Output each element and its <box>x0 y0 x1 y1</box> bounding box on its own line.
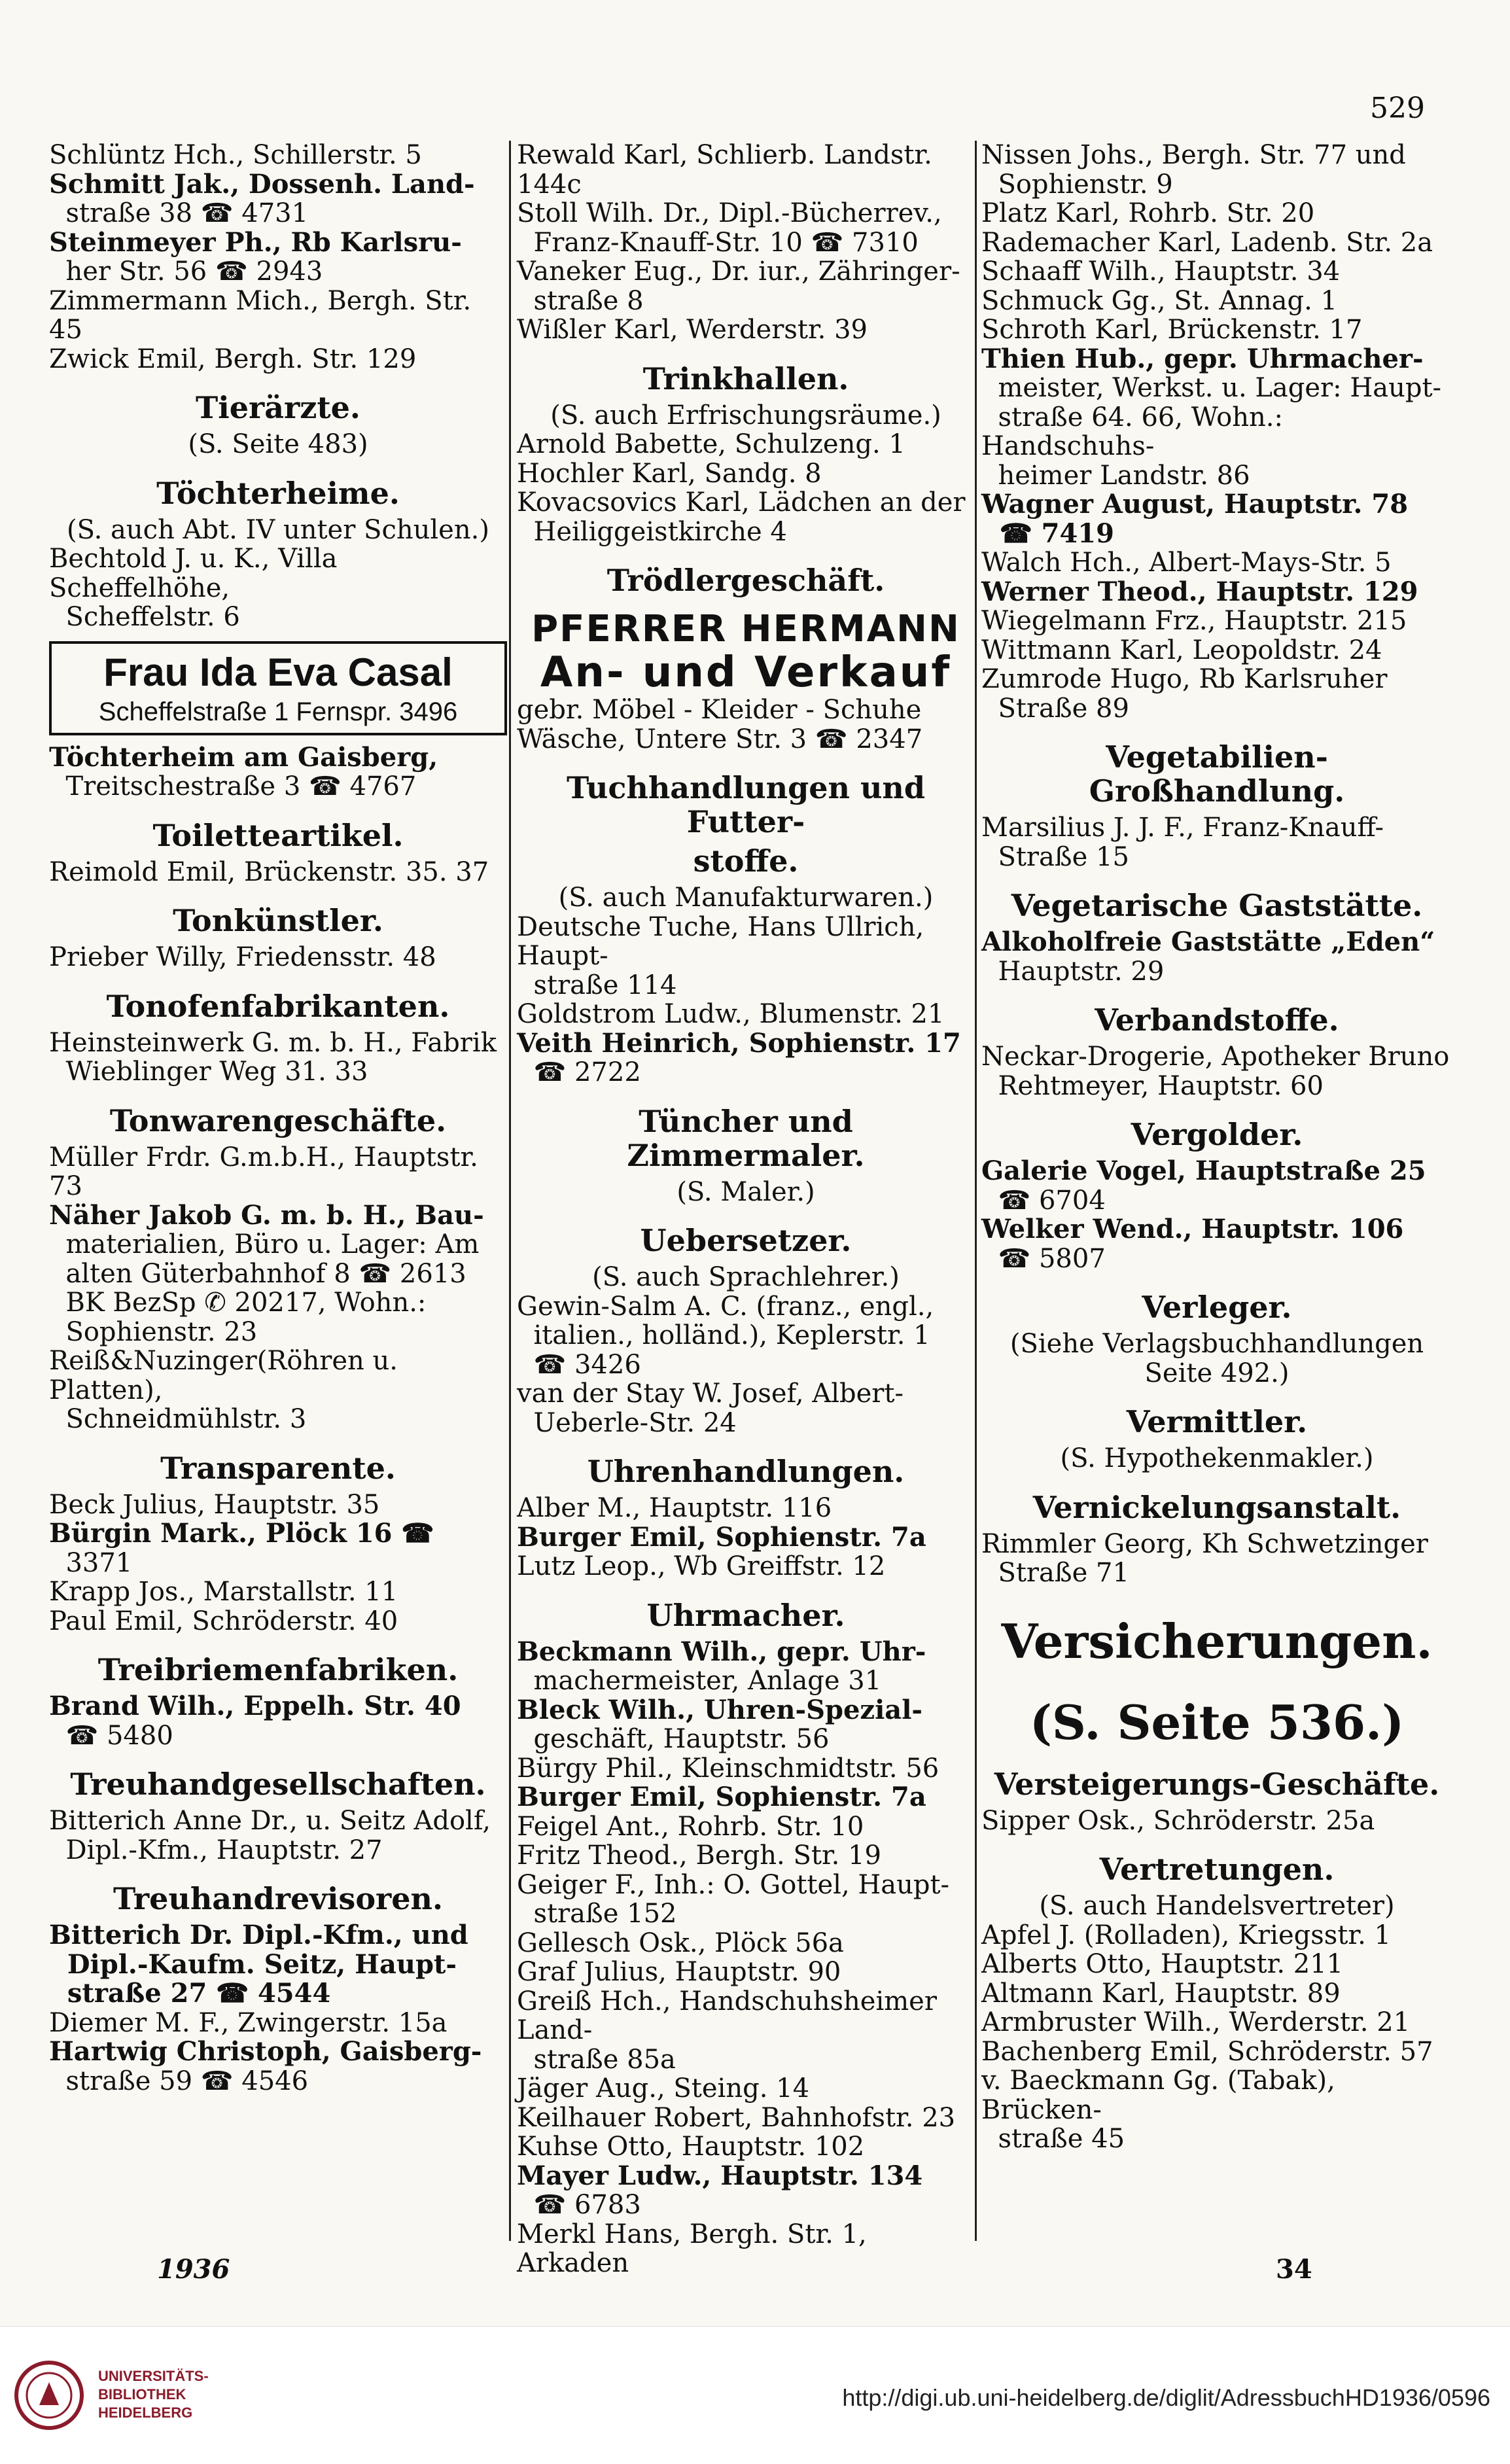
directory-entry: Alber M., Hauptstr. 116 <box>517 1493 832 1523</box>
directory-entry: Galerie Vogel, Hauptstraße 25 <box>981 1155 1426 1186</box>
directory-entry: Töchterheim am Gaisberg, <box>49 741 438 773</box>
cross-reference: Seite 492.) <box>1144 1358 1290 1388</box>
directory-entry: Zumrode Hugo, Rb Karlsruher <box>981 664 1388 694</box>
directory-entry: ☎ 5807 <box>981 1243 1106 1274</box>
cross-reference: (S. auch Sprachlehrer.) <box>592 1262 900 1292</box>
section-heading: Versicherungen. <box>1001 1613 1433 1669</box>
directory-entry: Kovacsovics Karl, Lädchen an der <box>517 487 966 518</box>
section-heading: Tonwarengeschäfte. <box>109 1102 447 1138</box>
directory-entry: meister, Werkst. u. Lager: Haupt- <box>981 373 1442 403</box>
directory-entry: Schlüntz Hch., Schillerstr. 5 <box>49 140 422 170</box>
directory-entry: Wieblinger Weg 31. 33 <box>49 1057 368 1087</box>
cross-reference: (S. Maler.) <box>676 1176 815 1207</box>
directory-entry: Steinmeyer Ph., Rb Karlsru- <box>49 226 462 258</box>
directory-entry: Werner Theod., Hauptstr. 129 <box>981 576 1418 607</box>
directory-entry: Scheffelstr. 6 <box>49 602 240 632</box>
directory-entry: Zwick Emil, Bergh. Str. 129 <box>49 343 417 374</box>
directory-entry: Greiß Hch., Handschuhsheimer Land- <box>517 1986 945 2045</box>
directory-entry: Kuhse Otto, Hauptstr. 102 <box>517 2132 865 2162</box>
section-heading: Tonkünstler. <box>173 903 383 938</box>
directory-entry: Walch Hch., Albert-Mays-Str. 5 <box>981 548 1392 578</box>
directory-entry: Platz Karl, Rohrb. Str. 20 <box>981 198 1315 228</box>
directory-entry: gebr. Möbel - Kleider - Schuhe <box>517 695 922 725</box>
directory-entry: Krapp Jos., Marstallstr. 11 <box>49 1577 398 1607</box>
directory-entry: geschäft, Hauptstr. 56 <box>517 1724 830 1754</box>
ad-title: Frau Ida Eva Casal <box>103 650 453 694</box>
section-heading: Vegetabilien-Großhandlung. <box>1089 739 1345 809</box>
directory-entry: Wißler Karl, Werderstr. 39 <box>517 315 868 345</box>
directory-entry: Paul Emil, Schröderstr. 40 <box>49 1606 398 1636</box>
directory-entry: van der Stay W. Josef, Albert- <box>517 1379 904 1409</box>
section-heading: Transparente. <box>160 1450 396 1486</box>
directory-entry: Straße 71 <box>981 1558 1129 1588</box>
directory-entry: Gewin-Salm A. C. (franz., engl., <box>517 1291 934 1322</box>
cross-reference: (S. auch Handelsvertreter) <box>1039 1891 1395 1921</box>
directory-entry: Bürgy Phil., Kleinschmidtstr. 56 <box>517 1753 939 1784</box>
directory-entry: ☎ 5480 <box>49 1720 173 1751</box>
cross-reference: (Siehe Verlagsbuchhandlungen <box>1010 1329 1424 1359</box>
section-heading: Vernickelungsanstalt. <box>1032 1489 1401 1525</box>
directory-entry: straße 114 <box>517 970 677 1000</box>
directory-entry: Heinsteinwerk G. m. b. H., Fabrik <box>49 1027 497 1058</box>
directory-entry: straße 85a <box>517 2044 676 2075</box>
directory-entry: ☎ 6783 <box>517 2190 641 2220</box>
directory-entry: Bechtold J. u. K., Villa Scheffelhöhe, <box>49 544 346 603</box>
cross-reference: (S. auch Manufakturwaren.) <box>558 883 934 913</box>
directory-entry: Marsilius J. J. F., Franz-Knauff- <box>981 813 1384 843</box>
directory-entry: Wäsche, Untere Str. 3 ☎ 2347 <box>517 724 923 754</box>
section-heading: stoffe. <box>693 843 799 879</box>
directory-entry: Rimmler Georg, Kh Schwetzinger <box>981 1528 1428 1559</box>
section-heading: Treuhandgesellschaften. <box>70 1767 486 1802</box>
directory-entry: Näher Jakob G. m. b. H., Bau- <box>49 1199 484 1231</box>
directory-entry: Rewald Karl, Schlierb. Landstr. 144c <box>517 140 941 200</box>
column-3 <box>981 141 1452 2154</box>
directory-entry: her Str. 56 ☎ 2943 <box>49 256 323 287</box>
directory-entry: Brand Wilh., Eppelh. Str. 40 <box>49 1691 461 1721</box>
cross-reference: (S. auch Erfrischungsräume.) <box>550 400 941 431</box>
directory-entry: Schaaff Wilh., Hauptstr. 34 <box>981 256 1341 287</box>
section-heading: Vertretungen. <box>1099 1852 1335 1887</box>
directory-entry: Rehtmeyer, Hauptstr. 60 <box>981 1070 1324 1101</box>
directory-entry: Neckar-Drogerie, Apotheker Bruno <box>981 1042 1450 1072</box>
directory-entry: Beckmann Wilh., gepr. Uhr- <box>517 1636 926 1667</box>
section-heading: Uhrmacher. <box>646 1597 845 1633</box>
directory-entry: Apfel J. (Rolladen), Kriegsstr. 1 <box>981 1920 1391 1950</box>
section-heading: Verbandstoffe. <box>1095 1002 1339 1038</box>
directory-entry: straße 8 <box>517 285 644 316</box>
directory-entry: Feigel Ant., Rohrb. Str. 10 <box>517 1811 864 1842</box>
directory-entry: ☎ 6704 <box>981 1185 1106 1216</box>
directory-entry: Bitterich Dr. Dipl.-Kfm., und <box>49 1920 468 1950</box>
directory-entry: Rademacher Karl, Ladenb. Str. 2a <box>981 227 1433 258</box>
directory-entry: ☎ 7419 <box>981 518 1114 549</box>
directory-entry: Schmitt Jak., Dossenh. Land- <box>49 168 475 200</box>
directory-entry: Sipper Osk., Schröderstr. 25a <box>981 1805 1375 1836</box>
directory-entry: Dipl.-Kaufm. Seitz, Haupt- <box>49 1948 457 1980</box>
directory-entry: straße 59 ☎ 4546 <box>49 2066 309 2096</box>
section-heading: Treuhandrevisoren. <box>113 1881 443 1916</box>
directory-entry: Hartwig Christoph, Gaisberg- <box>49 2036 482 2067</box>
section-heading: Verleger. <box>1142 1290 1292 1325</box>
directory-entry: Burger Emil, Sophienstr. 7a <box>517 1782 926 1812</box>
directory-entry: Dipl.-Kfm., Hauptstr. 27 <box>49 1835 383 1865</box>
directory-entry: straße 45 <box>981 2124 1125 2154</box>
directory-entry: Burger Emil, Sophienstr. 7a <box>517 1521 926 1553</box>
directory-entry: BK BezSp ✆ 20217, Wohn.: <box>49 1288 427 1318</box>
directory-entry: Deutsche Tuche, Hans Ullrich, Haupt- <box>517 911 932 971</box>
directory-entry: machermeister, Anlage 31 <box>517 1666 882 1696</box>
directory-entry: alten Güterbahnhof 8 ☎ 2613 <box>49 1258 466 1289</box>
section-heading: Vergolder. <box>1131 1117 1303 1152</box>
directory-entry: Vaneker Eug., Dr. iur., Zähringer- <box>517 256 960 287</box>
directory-entry: Jäger Aug., Steing. 14 <box>517 2073 810 2103</box>
section-heading: Töchterheime. <box>156 475 400 511</box>
column-divider <box>509 141 511 2241</box>
directory-entry: Alkoholfreie Gaststätte „Eden“ <box>981 926 1435 957</box>
section-heading: Trödlergeschäft. <box>606 563 885 598</box>
directory-entry: Müller Frdr. G.m.b.H., Hauptstr. 73 <box>49 1142 487 1201</box>
column-divider <box>975 141 977 2241</box>
directory-entry: Welker Wend., Hauptstr. 106 <box>981 1214 1404 1244</box>
directory-entry: Straße 89 <box>981 693 1129 724</box>
footer-year: 1936 <box>157 2254 230 2285</box>
section-heading: Toiletteartikel. <box>152 817 404 853</box>
section-heading: Tüncher und Zimmermaler. <box>627 1103 865 1173</box>
directory-entry: Prieber Willy, Friedensstr. 48 <box>49 942 436 972</box>
column-2 <box>517 141 975 2278</box>
directory-entry: Ueberle-Str. 24 <box>517 1407 737 1438</box>
directory-entry: Hauptstr. 29 <box>981 956 1165 987</box>
column-1 <box>49 141 507 2096</box>
directory-entry: Alberts Otto, Hauptstr. 211 <box>981 1949 1344 1979</box>
directory-entry: Fritz Theod., Bergh. Str. 19 <box>517 1840 881 1871</box>
directory-entry: materialien, Büro u. Lager: Am <box>49 1229 480 1259</box>
section-heading: Tonofenfabrikanten. <box>106 988 450 1024</box>
directory-entry: italien., holländ.), Keplerstr. 1 <box>517 1320 930 1350</box>
directory-entry: Zimmermann Mich., Bergh. Str. 45 <box>49 285 480 345</box>
directory-entry: Diemer M. F., Zwingerstr. 15a <box>49 2007 448 2038</box>
directory-entry: Bleck Wilh., Uhren-Spezial- <box>517 1694 923 1725</box>
directory-entry: Straße 15 <box>981 841 1129 872</box>
section-heading: Vegetarische Gaststätte. <box>1011 888 1423 923</box>
directory-entry: Mayer Ludw., Hauptstr. 134 <box>517 2160 923 2191</box>
cross-reference: (S. auch Abt. IV unter Schulen.) <box>67 514 489 545</box>
directory-entry: Wittmann Karl, Leopoldstr. 24 <box>981 635 1382 665</box>
viewer-footer <box>0 2326 1510 2464</box>
footer-sheet: 34 <box>1276 2254 1312 2285</box>
ad-address: Scheffelstraße 1 Fernspr. 3496 <box>98 697 458 726</box>
ad-headline: PFERRER HERMANN <box>531 608 960 650</box>
directory-entry: Thien Hub., gepr. Uhrmacher- <box>981 343 1424 374</box>
directory-entry: Sophienstr. 23 <box>49 1316 258 1347</box>
directory-entry: Wagner August, Hauptstr. 78 <box>981 489 1409 519</box>
directory-entry: Bitterich Anne Dr., u. Seitz Adolf, <box>49 1806 491 1836</box>
section-heading: Versteigerungs-Geschäfte. <box>994 1766 1440 1802</box>
directory-entry: Beck Julius, Hauptstr. 35 <box>49 1489 380 1520</box>
directory-entry: Geiger F., Inh.: O. Gottel, Haupt- <box>517 1869 950 1900</box>
directory-entry: Sophienstr. 9 <box>981 169 1173 200</box>
directory-entry: Bachenberg Emil, Schröderstr. 57 <box>981 2036 1433 2067</box>
cross-reference: (S. Hypothekenmakler.) <box>1060 1443 1374 1473</box>
directory-entry: Nissen Johs., Bergh. Str. 77 und <box>981 140 1406 170</box>
directory-entry: Heiliggeistkirche 4 <box>517 516 787 547</box>
directory-entry: Schmuck Gg., St. Annag. 1 <box>981 285 1337 316</box>
directory-entry: Veith Heinrich, Sophienstr. 17 <box>517 1027 961 1059</box>
directory-entry: Gellesch Osk., Plöck 56a <box>517 1927 844 1958</box>
directory-entry: v. Baeckmann Gg. (Tabak), Brücken- <box>981 2066 1344 2125</box>
directory-entry: Keilhauer Robert, Bahnhofstr. 23 <box>517 2102 956 2133</box>
directory-entry: 3371 <box>49 1547 133 1578</box>
source-url[interactable]: http://digi.ub.uni-heidelberg.de/diglit/AdressbuchHD1936/0596 <box>842 2384 1490 2411</box>
directory-entry: Wiegelmann Frz., Hauptstr. 215 <box>981 606 1407 636</box>
directory-entry: Reiß&Nuzinger(Röhren u. Platten), <box>49 1346 406 1405</box>
directory-entry: Armbruster Wilh., Werderstr. 21 <box>981 2007 1411 2037</box>
directory-entry: straße 27 ☎ 4544 <box>49 1978 331 2009</box>
directory-entry: Goldstrom Ludw., Blumenstr. 21 <box>517 999 945 1029</box>
section-heading: Uebersetzer. <box>640 1223 852 1258</box>
section-heading: Tierärzte. <box>196 390 360 425</box>
directory-entry: Graf Julius, Hauptstr. 90 <box>517 1957 841 1987</box>
directory-entry: straße 64. 66, Wohn.: Handschuhs- <box>981 402 1291 461</box>
directory-entry: Bürgin Mark., Plöck 16 ☎ <box>49 1518 434 1549</box>
directory-entry: Hochler Karl, Sandg. 8 <box>517 458 822 489</box>
section-heading: Treibriemenfabriken. <box>97 1652 459 1687</box>
page-number: 529 <box>1370 92 1425 125</box>
library-name: UNIVERSITÄTS- BIBLIOTHEK HEIDELBERG <box>98 2368 209 2421</box>
directory-entry: Altmann Karl, Hauptstr. 89 <box>981 1978 1341 2009</box>
directory-entry: Treitschestraße 3 ☎ 4767 <box>49 771 417 801</box>
section-heading: Trinkhallen. <box>642 361 849 396</box>
advertisement-box <box>49 641 507 735</box>
directory-entry: straße 38 ☎ 4731 <box>49 198 309 228</box>
directory-entry: Schneidmühlstr. 3 <box>49 1404 307 1434</box>
section-heading: Vermittler. <box>1126 1404 1308 1439</box>
ad-headline: An- und Verkauf <box>540 648 952 697</box>
directory-entry: Reimold Emil, Brückenstr. 35. 37 <box>49 856 489 887</box>
directory-entry: heimer Landstr. 86 <box>981 460 1250 491</box>
directory-entry: Schroth Karl, Brückenstr. 17 <box>981 315 1363 345</box>
cross-reference: (S. Seite 483) <box>188 429 368 459</box>
directory-entry: straße 152 <box>517 1899 677 1929</box>
directory-entry: ☎ 3426 <box>517 1349 641 1380</box>
section-heading: Uhrenhandlungen. <box>587 1454 905 1489</box>
directory-entry: ☎ 2722 <box>517 1057 641 1087</box>
directory-entry: Stoll Wilh. Dr., Dipl.-Bücherrev., <box>517 198 942 228</box>
directory-entry: Merkl Hans, Bergh. Str. 1, Arkaden <box>517 2219 875 2278</box>
section-heading: Tuchhandlungen und Futter- <box>566 770 926 839</box>
section-heading: (S. Seite 536.) <box>1029 1694 1405 1750</box>
directory-entry: Arnold Babette, Schulzeng. 1 <box>517 429 905 459</box>
directory-entry: Lutz Leop., Wb Greiffstr. 12 <box>517 1551 886 1581</box>
directory-entry: Franz-Knauff-Str. 10 ☎ 7310 <box>517 227 919 258</box>
library-seal-icon <box>13 2359 85 2431</box>
